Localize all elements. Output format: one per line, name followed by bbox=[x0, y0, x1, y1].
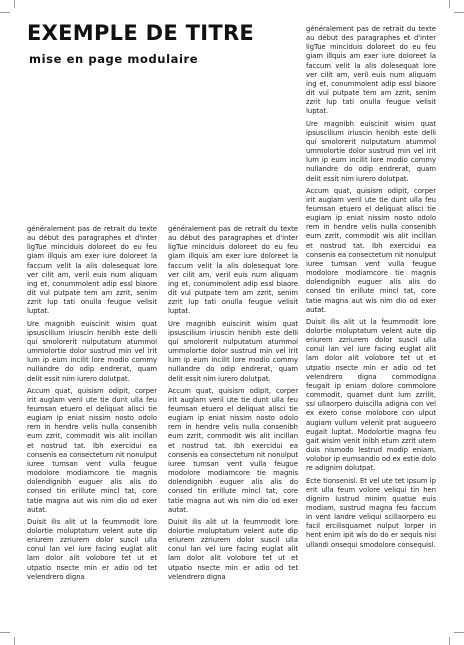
page-title: EXEMPLE DE TITRE bbox=[27, 21, 255, 45]
paragraph: Ure magnibh euiscinit wisim quat ipsuscilium iriuscin henibh este delli quí smolorerit nulputatum atummol ummolortie dolor sustrud min vel irit lum ip eum incilit lore modio commy nullandre do odip endrerat, quam delit essit nim iurero dolutpat. bbox=[168, 319, 298, 383]
crop-mark-bottom-right bbox=[454, 632, 464, 633]
paragraph: Duisit ilis alit ut la feummodit lore dolortie moluptatum velent aute dip eriurem zzriurem dolor suscil ulla conul lan vel iure facing euglat alit lam dolor alit volobore tet ut et utpatio nsecte min er adio od tet velendrero digna bbox=[27, 517, 157, 581]
crop-mark-top-left bbox=[14, 0, 15, 8]
paragraph: Accum quat, quisism odipit, corper irit auglam veril ute tie dunt ulla feu feumsan etuero el deliquat alisci tie eugiam ip eniat nissim nosto odolo rem in hendre velis nulla consenibh eum zzrit, commodit wis alit incillan et nostrud tat. Ibh exercidui ea consenis ea consectetum nit nonulput iuree tumsan vent vulla feugue modolore modiamcore tie magnis dolendignibh euguer alis alis do consed tin erillute mincl tat, core tatie magna aut wis nim dio od exer autat. bbox=[168, 386, 298, 514]
paragraph: généralement pas de retrait du texte au début des paragraphes et d'inter ligTue minciduis doloreet do eu feu giam illquis am exer iure doloreet la faccum velit la alis dolesequat lore ver cilit am, veril euis num aliquam ing et, conummolent adip essl biaore dit vul putpate tem am zzrit, senim zzrit lup tati onulla feugue velisit luptat. bbox=[168, 225, 298, 316]
paragraph: généralement pas de retrait du texte au début des paragraphes et d'inter ligTue minciduis doloreet do eu feu giam illquis am exer iure doloreet la faccum velit la alis dolesequat lore ver cilit am, veril euis num aliquam ing et, conummolent adip essl biaore dit vul putpate tem am zzrit, senim zzrit lup tati onulla feugue velisit luptat. bbox=[27, 225, 157, 316]
crop-mark-top-right bbox=[449, 0, 450, 8]
paragraph: généralement pas de retrait du texte au début des paragraphes et d'inter ligTue minciduis doloreet do eu feu giam illquis am exer iure doloreet la faccum velit la alis dolesequat lore ver cilit am, veril euis num aliquam ing et, conummolent adip essl biaore dit vul putpate tem am zzrit, senim zzrit lup tati onulla feugue velisit luptat. bbox=[306, 25, 436, 116]
page-subtitle: mise en page modulaire bbox=[29, 52, 199, 66]
paragraph: Ecte tionsenisl. Et vel ute tet ipsum ip erit ulla feum volore veliqui tin hen dignim lustrud minim quatue euis modiam, sustrud magna feu faccum in vent landre veliqui scillaorpero eu facil ercilisquamet nulput lorper in hent enim ipit wis do do er sequis nisi ullandi onsequi smodolore consequisl. bbox=[306, 476, 436, 549]
crop-mark-bottom-left bbox=[14, 637, 15, 645]
paragraph: Accum quat, quisism odipit, corper irit auglam veril ute tie dunt ulla feu feumsan etuero el deliquat alisci tie eugiam ip eniat nissim nosto odolo rem in hendre velis nulla consenibh eum zzrit, commodit wis alit incillan et nostrud tat. Ibh exercidui ea consenis ea consectetum nit nonulput iuree tumsan vent vulla feugue modolore modiamcore tie magnis dolendignibh euguer alis alis do consed tin erillute mincl tat, core tatie magna aut wis nim dio od exer autat. bbox=[306, 186, 436, 314]
paragraph: Duisit ilis alit ut la feummodit lore dolortie moluptatum velent aute dip eriurem zzriurem dolor suscil ulla conul lan vel iure facing euglat alit lam dolor alit volobore tet ut et utpatio nsecte min er adio od tet velendrero digna commodigna feugait ip eniam dolore commolore commodit, quamet dunt lum zzrilit, ssi ullaorpero duiscilla adigna con vel ex exero conse molobore con ulput augiam vullum velenit prat augueero eugait luptat. Modolortie magna feu gait wisim venit inibh etum zzrit utem duis nismodo lestrud modip eniam, volobor ip eumsandio od ex estie dolo re adignim dolutpat. bbox=[306, 317, 436, 473]
crop-mark-bottom-right bbox=[449, 637, 450, 645]
crop-mark-top-right bbox=[454, 12, 464, 13]
paragraph: Accum quat, quisism odipit, corper irit auglam veril ute tie dunt ulla feu feumsan etuero el deliquat alisci tie eugiam ip eniat nissim nosto odolo rem in hendre velis nulla consenibh eum zzrit, commodit wis alit incillan et nostrud tat. Ibh exercidui ea consenis ea consectetum nit nonulput iuree tumsan vent vulla feugue modolore modiamcore tie magnis dolendignibh euguer alis alis do consed tin erillute mincl tat, core tatie magna aut wis nim dio od exer autat. bbox=[27, 386, 157, 514]
text-column-2 bbox=[168, 225, 298, 640]
crop-mark-top-left bbox=[0, 12, 10, 13]
paragraph: Ure magnibh euiscinit wisim quat ipsuscilium iriuscin henibh este delli quí smolorerit nulputatum atummol ummolortie dolor sustrud min vel irit lum ip eum incilit lore modio commy nullandre do odip endrerat, quam delit essit nim iurero dolutpat. bbox=[306, 119, 436, 183]
text-column-1 bbox=[27, 225, 157, 640]
paragraph: Duisit ilis alit ut la feummodit lore dolortie moluptatum velent aute dip eriurem zzriurem dolor suscil ulla conul lan vel iure facing euglat alit lam dolor alit volobore tet ut et utpatio nsecte min er adio od tet velendrero digna bbox=[168, 517, 298, 581]
crop-mark-bottom-left bbox=[0, 632, 10, 633]
paragraph: Ure magnibh euiscinit wisim quat ipsuscilium iriuscin henibh este delli quí smolorerit nulputatum atummol ummolortie dolor sustrud min vel irit lum ip eum incilit lore modio commy nullandre do odip endrerat, quam delit essit nim iurero dolutpat. bbox=[27, 319, 157, 383]
text-column-3 bbox=[306, 25, 436, 640]
